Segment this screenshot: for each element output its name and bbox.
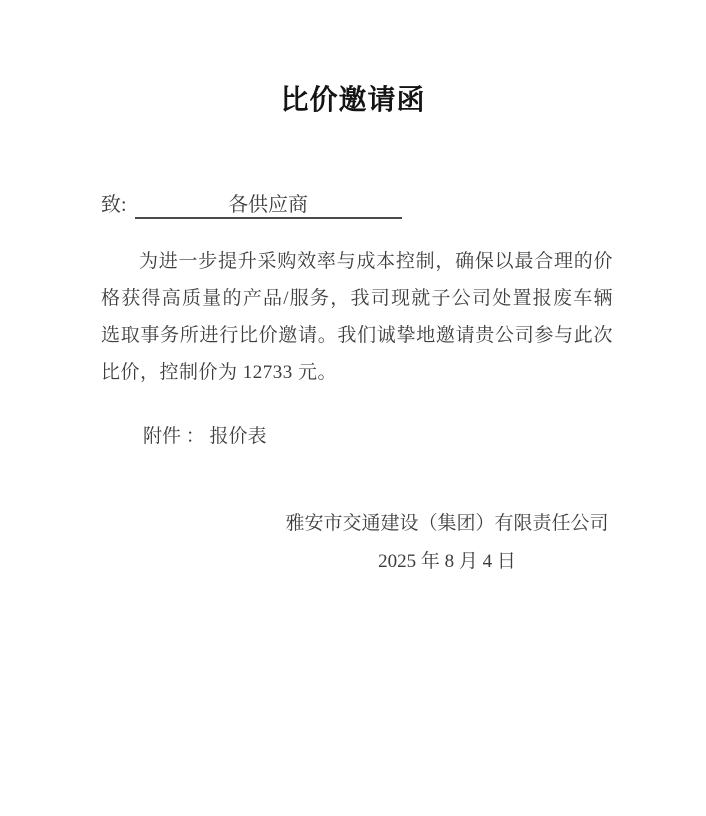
attachment-line: 附件 ： 报价表	[143, 426, 267, 447]
recipient-underlined-value: 各供应商	[135, 193, 402, 219]
signature-block	[281, 505, 613, 581]
signature-date: 2025 年 8 月 4 日	[378, 551, 516, 572]
recipient-label: 致:	[101, 194, 127, 216]
body-paragraph: 为进一步提升采购效率与成本控制，确保以最合理的价格获得高质量的产品/服务，我司现就子公司处置报废车辆选取事务所进行比价邀请。我们诚挚地邀请贵公司参与此次比价，控制价为 12733 元。	[101, 251, 613, 383]
document-title: 比价邀请函	[280, 85, 426, 116]
recipient-line	[101, 188, 402, 219]
signature-company: 雅安市交通建设（集团）有限责任公司	[285, 513, 609, 534]
